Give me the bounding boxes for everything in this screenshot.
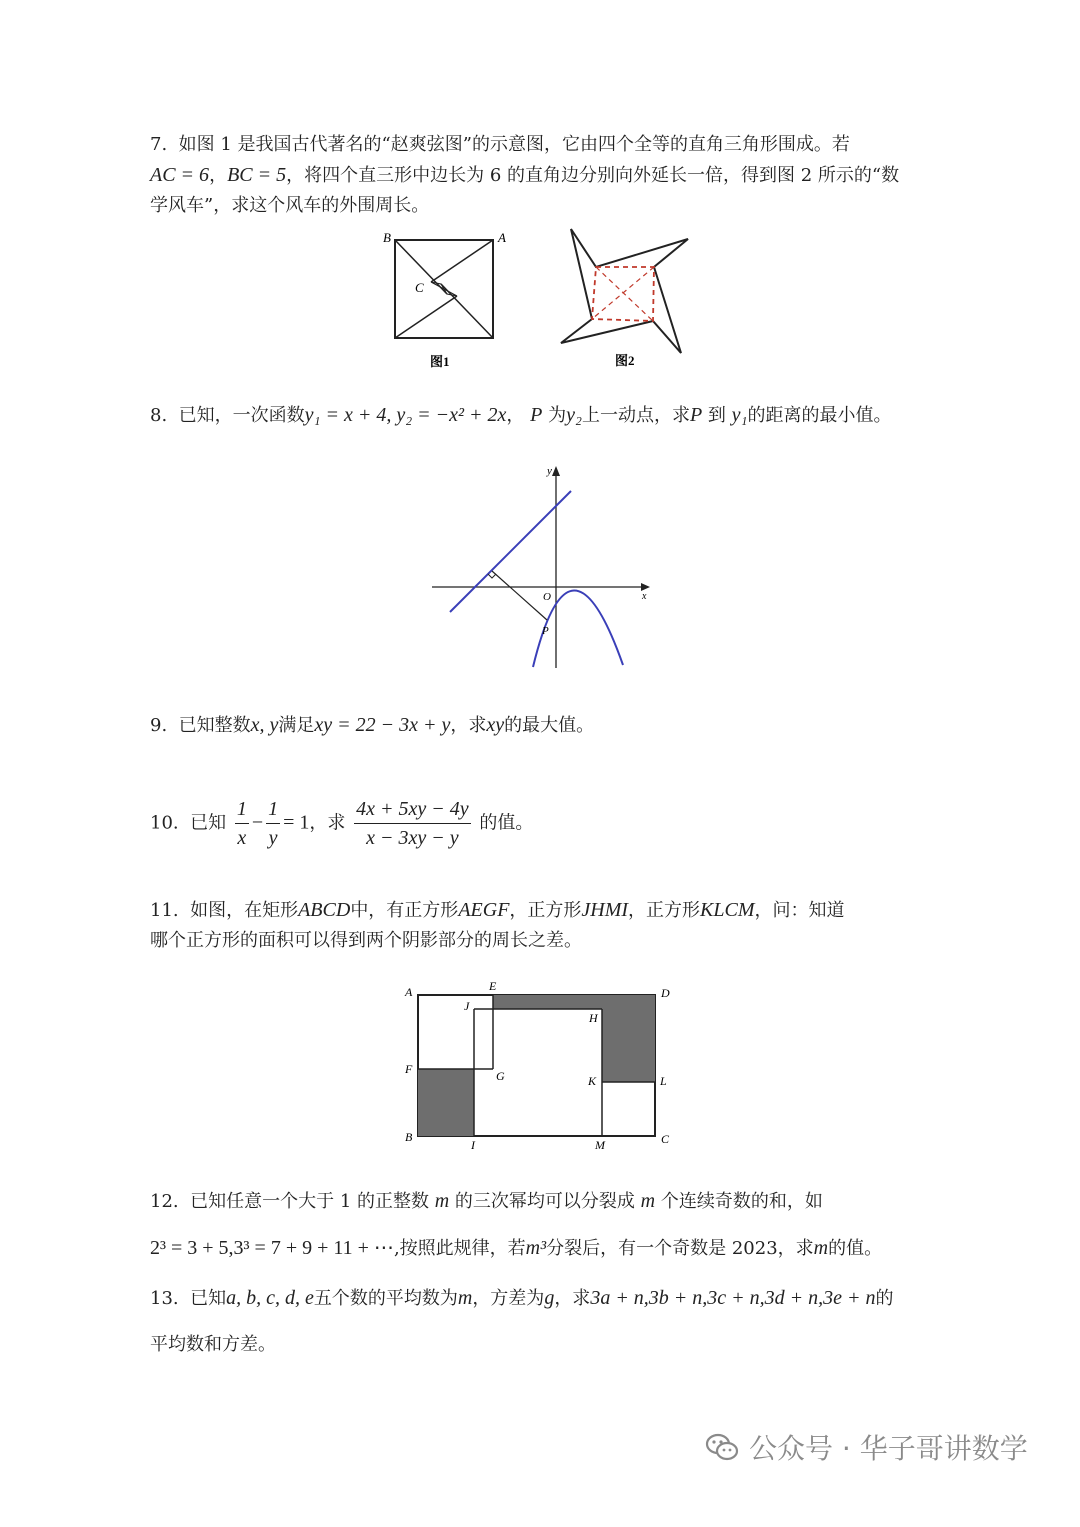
q13-text-2: 五个数的平均数为 bbox=[313, 1288, 458, 1309]
q7-bc-equation: BC = 5 bbox=[227, 164, 287, 186]
q8-text-6: 的距离的最小值。 bbox=[747, 405, 892, 426]
q11-label-d: D bbox=[661, 986, 670, 1000]
q11-label-l: L bbox=[660, 1074, 667, 1088]
q11-text-1: 如图，在矩形 bbox=[190, 900, 299, 921]
q10-f1-num: 1 bbox=[235, 795, 249, 824]
q8-text-1: 已知，一次函数 bbox=[178, 405, 305, 426]
q10-text-2: ，求 bbox=[309, 812, 346, 834]
question-9 bbox=[150, 710, 594, 741]
q7-figure-2 bbox=[555, 225, 695, 373]
q7-text-1: 如图 1 是我国古代著名的“赵爽弦图”的示意图，它由四个全等的直角三角形围成。若 bbox=[178, 134, 850, 155]
q11-text-4: ，正方形 bbox=[628, 900, 701, 921]
watermark-text: 公众号 · 华子哥讲数学 bbox=[749, 1432, 1028, 1465]
q11-text-3: ，正方形 bbox=[509, 900, 582, 921]
q13-vars: a, b, c, d, e bbox=[226, 1287, 314, 1309]
q11-text-6: 哪个正方形的面积可以得到两个阴影部分的周长之差。 bbox=[150, 930, 582, 951]
q11-klcm: KLCM bbox=[700, 899, 755, 921]
q7-text-2: ，将四个直三形中边长为 6 的直角边分别向外延长一倍，得到图 2 所示的“数 bbox=[286, 165, 900, 186]
question-12 bbox=[150, 1178, 882, 1272]
wechat-icon bbox=[705, 1432, 739, 1462]
q8-y1: y₁ bbox=[731, 404, 748, 426]
q8-number: 8. bbox=[150, 405, 168, 426]
q11-label-f: F bbox=[405, 1062, 413, 1076]
q11-label-g: G bbox=[496, 1069, 505, 1083]
q12-m-1: m bbox=[434, 1190, 450, 1212]
graph-y-label: y bbox=[547, 465, 552, 477]
question-7 bbox=[150, 130, 899, 221]
q12-m-cubed: m³ bbox=[525, 1237, 547, 1259]
q10-fraction-3 bbox=[354, 795, 471, 852]
watermark bbox=[705, 1425, 1028, 1469]
q11-aegf: AEGF bbox=[458, 899, 510, 921]
q7-separator: ， bbox=[209, 165, 228, 186]
q8-text-5: 到 bbox=[707, 405, 726, 426]
q10-number: 10. bbox=[150, 812, 179, 834]
q10-text-3: 的值。 bbox=[479, 812, 534, 834]
q12-m-4: m bbox=[813, 1237, 829, 1259]
q9-text-1: 已知整数 bbox=[178, 715, 251, 736]
q9-text-3: ，求 bbox=[450, 715, 487, 736]
q11-label-m: M bbox=[595, 1138, 605, 1150]
q12-equation: 2³ = 3 + 5,3³ = 7 + 9 + 11 + ⋯ bbox=[150, 1237, 394, 1259]
fig1-label-a: A bbox=[498, 230, 506, 245]
q7-ac-equation: AC = 6 bbox=[150, 164, 210, 186]
q13-text-6: 平均数和方差。 bbox=[150, 1334, 276, 1355]
q10-text-1: 已知 bbox=[190, 812, 227, 834]
graph-p-label: P bbox=[542, 625, 549, 637]
q12-text-6: 的值。 bbox=[828, 1238, 883, 1259]
q11-label-a: A bbox=[405, 985, 413, 999]
q12-text-5: 分裂后，有一个奇数是 2023，求 bbox=[546, 1238, 814, 1259]
q11-label-b: B bbox=[405, 1130, 413, 1144]
q8-text-4: 上一动点，求 bbox=[581, 405, 690, 426]
q13-number: 13. bbox=[150, 1288, 179, 1309]
q7-text-3: 学风车”，求这个风车的外围周长。 bbox=[150, 195, 430, 216]
q11-jhmi: JHMI bbox=[581, 899, 629, 921]
fig1-caption: 图1 bbox=[430, 354, 450, 369]
q9-text-4: 的最大值。 bbox=[504, 715, 595, 736]
q12-m-2: m bbox=[640, 1190, 656, 1212]
q10-f2-den: y bbox=[268, 827, 278, 849]
q7-figure-1 bbox=[375, 228, 515, 373]
q12-number: 12. bbox=[150, 1191, 179, 1212]
q8-p: P bbox=[530, 404, 543, 426]
q10-f3-den: x − 3xy − y bbox=[366, 827, 459, 849]
q10-f3-num: 4x + 5xy − 4y bbox=[354, 795, 471, 824]
question-13 bbox=[150, 1275, 894, 1368]
q9-vars: x, y bbox=[250, 714, 279, 736]
q9-equation: xy = 22 − 3x + y bbox=[314, 714, 451, 736]
q11-label-k: K bbox=[588, 1074, 597, 1088]
q11-label-i: I bbox=[471, 1138, 475, 1150]
question-8 bbox=[150, 400, 891, 431]
q13-text-1: 已知 bbox=[190, 1288, 227, 1309]
q10-f1-den: x bbox=[237, 827, 247, 849]
q13-expression: 3a + n,3b + n,3c + n,3d + n,3e + n bbox=[590, 1287, 876, 1309]
q11-text-2: 中，有正方形 bbox=[350, 900, 459, 921]
graph-x-label: x bbox=[642, 591, 647, 602]
q11-label-e: E bbox=[489, 980, 497, 993]
q13-text-3: ，方差为 bbox=[472, 1288, 545, 1309]
q10-equals: = 1 bbox=[283, 811, 310, 834]
q8-graph bbox=[430, 460, 655, 670]
q7-number: 7. bbox=[150, 134, 168, 155]
q11-text-5: ，问：知道 bbox=[754, 900, 845, 921]
q13-text-4: ，求 bbox=[554, 1288, 591, 1309]
q10-minus: − bbox=[251, 811, 264, 834]
question-11 bbox=[150, 895, 845, 956]
q10-f2-num: 1 bbox=[266, 795, 280, 824]
q12-text-3: 个连续奇数的和，如 bbox=[660, 1191, 823, 1212]
q11-abcd: ABCD bbox=[298, 899, 351, 921]
q11-label-c: C bbox=[661, 1132, 670, 1146]
q11-figure bbox=[398, 980, 678, 1150]
graph-origin-label: O bbox=[543, 591, 551, 603]
q11-label-j: J bbox=[464, 999, 470, 1013]
q13-m: m bbox=[457, 1287, 473, 1309]
q9-number: 9. bbox=[150, 715, 168, 736]
q8-p-2: P bbox=[689, 404, 703, 426]
fig1-label-b: B bbox=[383, 230, 391, 245]
q10-fraction-1 bbox=[235, 795, 249, 852]
q8-text-3: 为 bbox=[548, 405, 567, 426]
q9-text-2: 满足 bbox=[278, 715, 315, 736]
q8-y2: y₂ bbox=[566, 404, 582, 426]
q12-text-4: ,按照此规律，若 bbox=[393, 1238, 526, 1259]
q12-text-2: 的三次幂均可以分裂成 bbox=[454, 1191, 635, 1212]
q10-fraction-2 bbox=[266, 795, 280, 852]
q12-text-1: 已知任意一个大于 1 的正整数 bbox=[190, 1191, 429, 1212]
question-10 bbox=[150, 795, 533, 852]
q13-g: g bbox=[544, 1287, 555, 1309]
q8-text-2: ， bbox=[506, 405, 525, 426]
q9-xy: xy bbox=[486, 714, 505, 736]
q8-equations: y₁ = x + 4, y₂ = −x² + 2x bbox=[304, 404, 507, 426]
q11-label-h: H bbox=[589, 1011, 598, 1025]
q13-text-5: 的 bbox=[875, 1288, 894, 1309]
fig2-caption: 图2 bbox=[615, 353, 635, 368]
fig1-label-c: C bbox=[415, 280, 424, 295]
q11-number: 11. bbox=[150, 900, 179, 921]
